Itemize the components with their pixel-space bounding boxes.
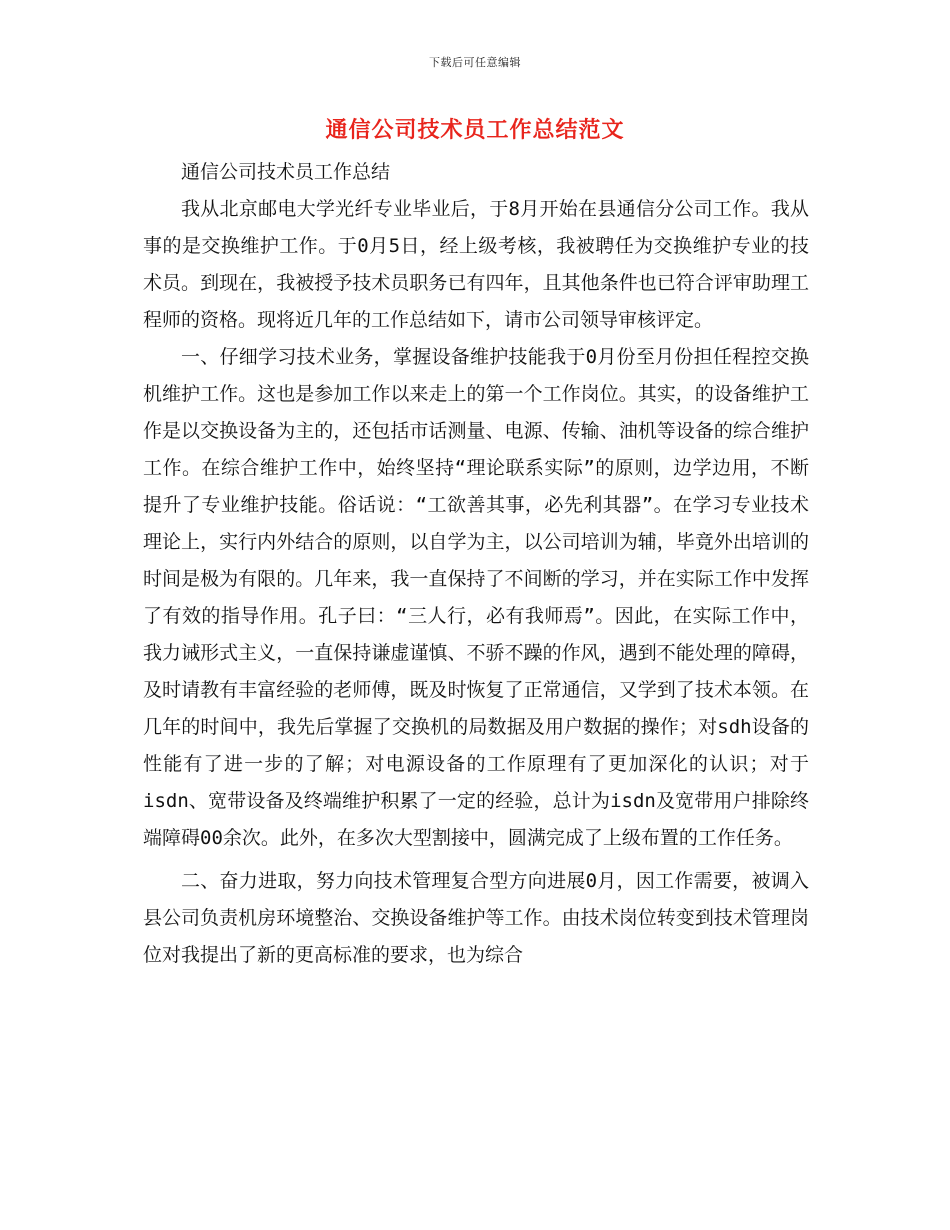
header-note: 下载后可任意编辑 [429,56,521,69]
paragraph-section-1: 一、仔细学习技术业务，掌握设备维护技能我于0月份至月份担任程控交换机维护工作。这也是参加工作以来走上的第一个工作岗位。其实，的设备维护工作是以交换设备为主的，还包括市话测量、电源、传输、油机等设备的综合维护工作。在综合维护工作中，始终坚持“理论联系实际”的原则，边学边用，不断提升了专业维护技能。俗话说：“工欲善其事，必先利其器”。在学习专业技术理论上，实行内外结合的原则，以自学为主，以公司培训为辅，毕竟外出培训的时间是极为有限的。几年来，我一直保持了不间断的学习，并在实际工作中发挥了有效的指导作用。孔子曰：“三人行，必有我师焉”。因此，在实际工作中，我力诫形式主义，一直保持谦虚谨慎、不骄不躁的作风，遇到不能处理的障碍，及时请教有丰富经验的老师傅，既及时恢复了正常通信，又学到了技术本领。在几年的时间中，我先后掌握了交换机的局数据及用户数据的操作；对sdh设备的性能有了进一步的了解；对电源设备的工作原理有了更加深化的认识；对于isdn、宽带设备及终端维护积累了一定的经验，总计为isdn及宽带用户排除终端障碍00余次。此外，在多次大型割接中，圆满完成了上级布置的工作任务。 [143,346,809,849]
document-body [143,154,809,974]
paragraph-subtitle: 通信公司技术员工作总结 [181,161,391,183]
document-title: 通信公司技术员工作总结范文 [325,118,625,143]
paragraph-intro: 我从北京邮电大学光纤专业毕业后，于8月开始在县通信分公司工作。我从事的是交换维护工作。于0月5日，经上级考核，我被聘任为交换维护专业的技术员。到现在，我被授予技术员职务已有四年，且其他条件也已符合评审助理工程师的资格。现将近几年的工作总结如下，请市公司领导审核评定。 [143,198,809,331]
paragraph-section-2: 二、奋力进取，努力向技术管理复合型方向进展0月，因工作需要，被调入县公司负责机房环境整治、交换设备维护等工作。由技术岗位转变到技术管理岗位对我提出了新的更高标准的要求，也为综合 [143,870,809,966]
